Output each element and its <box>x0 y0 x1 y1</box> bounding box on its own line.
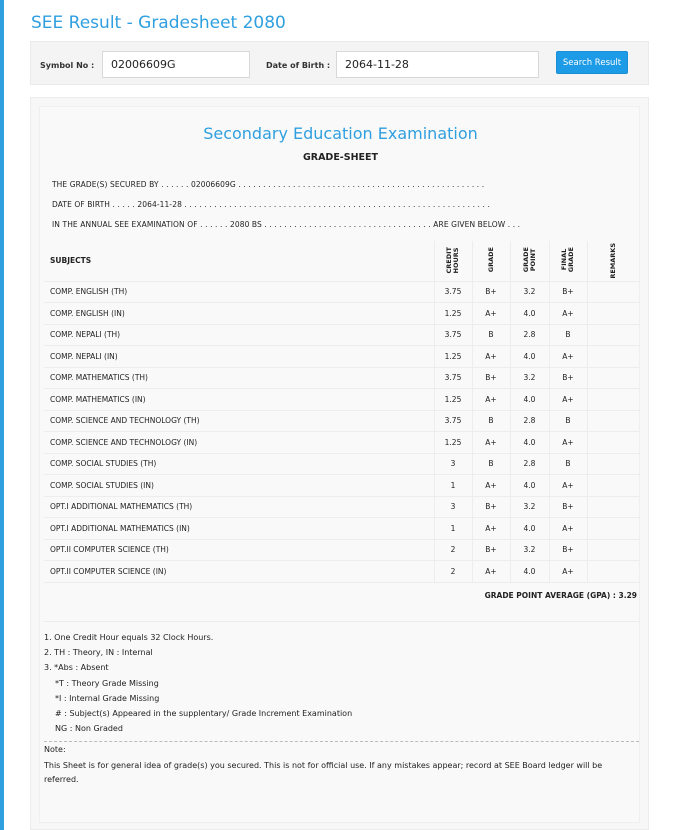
note-item: *T : Theory Grade Missing <box>55 678 159 688</box>
remarks-cell <box>587 389 639 411</box>
credit-hours-cell: 2 <box>434 561 472 583</box>
remarks-cell <box>587 475 639 497</box>
final-grade-cell: B <box>549 324 587 346</box>
final-grade-cell: B <box>549 453 587 475</box>
table-row <box>44 410 639 432</box>
credit-hours-cell: 3.75 <box>434 410 472 432</box>
note-item: 3. *Abs : Absent <box>44 663 109 673</box>
subject-cell: OPT.I ADDITIONAL MATHEMATICS (IN) <box>44 518 434 540</box>
gpa-summary: GRADE POINT AVERAGE (GPA) : 3.29 <box>484 591 637 600</box>
grade-point-cell: 3.2 <box>510 539 549 561</box>
remarks-cell <box>587 432 639 454</box>
table-row <box>44 303 639 325</box>
subject-cell: OPT.II COMPUTER SCIENCE (TH) <box>44 539 434 561</box>
gradesheet-heading: GRADE-SHEET <box>302 152 379 163</box>
page-title: SEE Result - Gradesheet 2080 <box>31 13 286 33</box>
search-form <box>30 41 649 85</box>
subject-cell: COMP. MATHEMATICS (TH) <box>44 367 434 389</box>
final-grade-cell: A+ <box>549 346 587 368</box>
grade-point-cell: 4.0 <box>510 389 549 411</box>
table-row <box>44 539 639 561</box>
grade-point-cell: 3.2 <box>510 281 549 303</box>
grade-cell: A+ <box>472 346 510 368</box>
final-grade-cell: A+ <box>549 389 587 411</box>
gradesheet-container <box>30 97 649 830</box>
credit-hours-cell: 3.75 <box>434 324 472 346</box>
grade-cell: A+ <box>472 475 510 497</box>
remarks-cell <box>587 303 639 325</box>
header-grade: GRADE <box>486 247 495 273</box>
final-grade-cell: B+ <box>549 496 587 518</box>
grade-point-cell: 4.0 <box>510 475 549 497</box>
table-row <box>44 367 639 389</box>
subject-cell: COMP. SOCIAL STUDIES (IN) <box>44 475 434 497</box>
note-item: 2. TH : Theory, IN : Internal <box>44 648 153 658</box>
grade-cell: A+ <box>472 303 510 325</box>
subject-cell: COMP. NEPALI (TH) <box>44 324 434 346</box>
grade-point-cell: 4.0 <box>510 346 549 368</box>
grade-point-cell: 2.8 <box>510 453 549 475</box>
grade-cell: B <box>472 410 510 432</box>
grade-point-cell: 3.2 <box>510 496 549 518</box>
table-row <box>44 561 639 583</box>
left-accent-bar <box>0 0 4 830</box>
disclaimer-title: Note: <box>44 745 66 754</box>
annual-exam-line: IN THE ANNUAL SEE EXAMINATION OF . . . . . . 2080 BS . . . . . . . . . . . . . . . . . . . . . . . . . . . . . . . . . . ARE GIVEN BELOW . . . <box>52 220 521 229</box>
table-row <box>44 518 639 540</box>
exam-title: Secondary Education Examination <box>203 124 478 143</box>
dob-line: DATE OF BIRTH . . . . . 2064-11-28 . . . . . . . . . . . . . . . . . . . . . . . . . . . . . . . . . . . . . . . . . . . . . . . . . . . . . . . . . . . . . . <box>52 200 490 209</box>
subject-cell: OPT.I ADDITIONAL MATHEMATICS (TH) <box>44 496 434 518</box>
subject-cell: COMP. SOCIAL STUDIES (TH) <box>44 453 434 475</box>
final-grade-cell: B+ <box>549 281 587 303</box>
header-remarks: REMARKS <box>608 243 617 279</box>
credit-hours-cell: 1 <box>434 475 472 497</box>
final-grade-cell: B <box>549 410 587 432</box>
remarks-cell <box>587 367 639 389</box>
grade-cell: B+ <box>472 281 510 303</box>
table-row <box>44 324 639 346</box>
remarks-cell <box>587 453 639 475</box>
grade-point-cell: 3.2 <box>510 367 549 389</box>
remarks-cell <box>587 496 639 518</box>
remarks-cell <box>587 346 639 368</box>
grades-table <box>44 241 639 583</box>
remarks-cell <box>587 324 639 346</box>
grade-cell: B+ <box>472 496 510 518</box>
header-credit-hours: CREDIT HOURS <box>445 246 460 274</box>
final-grade-cell: A+ <box>549 432 587 454</box>
secured-by-line: THE GRADE(S) SECURED BY . . . . . . 02006609G . . . . . . . . . . . . . . . . . . . . . . . . . . . . . . . . . . . . . . . . . . . . . . . . . . <box>52 180 485 189</box>
credit-hours-cell: 3 <box>434 453 472 475</box>
credit-hours-cell: 3.75 <box>434 367 472 389</box>
table-row <box>44 281 639 303</box>
grade-point-cell: 4.0 <box>510 561 549 583</box>
header-grade-point: GRADE POINT <box>521 247 537 273</box>
grade-cell: B+ <box>472 367 510 389</box>
grade-point-cell: 2.8 <box>510 324 549 346</box>
subject-cell: COMP. NEPALI (IN) <box>44 346 434 368</box>
grade-cell: B+ <box>472 539 510 561</box>
subject-cell: OPT.II COMPUTER SCIENCE (IN) <box>44 561 434 583</box>
note-item: NG : Non Graded <box>55 724 123 734</box>
symbol-label: Symbol No : <box>40 61 95 70</box>
final-grade-cell: B+ <box>549 539 587 561</box>
grade-point-cell: 4.0 <box>510 432 549 454</box>
grade-point-cell: 2.8 <box>510 410 549 432</box>
note-item: 1. One Credit Hour equals 32 Clock Hours. <box>44 633 214 642</box>
grade-cell: A+ <box>472 518 510 540</box>
subject-cell: COMP. SCIENCE AND TECHNOLOGY (IN) <box>44 432 434 454</box>
table-row <box>44 453 639 475</box>
symbol-input[interactable]: 02006609G <box>102 51 250 78</box>
dob-input[interactable]: 2064-11-28 <box>336 51 539 78</box>
final-grade-cell: A+ <box>549 561 587 583</box>
table-row <box>44 475 639 497</box>
grade-cell: A+ <box>472 389 510 411</box>
final-grade-cell: A+ <box>549 303 587 325</box>
header-final-grade: FINAL GRADE <box>560 247 575 273</box>
note-item: *I : Internal Grade Missing <box>55 693 160 703</box>
credit-hours-cell: 2 <box>434 539 472 561</box>
credit-hours-cell: 3.75 <box>434 281 472 303</box>
credit-hours-cell: 1 <box>434 518 472 540</box>
final-grade-cell: A+ <box>549 518 587 540</box>
credit-hours-cell: 1.25 <box>434 303 472 325</box>
final-grade-cell: A+ <box>549 475 587 497</box>
note-item: # : Subject(s) Appeared in the supplentary/ Grade Increment Examination <box>55 708 353 718</box>
disclaimer-text: This Sheet is for general idea of grade(s) you secured. This is not for official use. If any mistakes appear; record at SEE Board ledger will be referred. <box>44 761 603 784</box>
credit-hours-cell: 1.25 <box>434 346 472 368</box>
grade-cell: A+ <box>472 432 510 454</box>
table-row <box>44 496 639 518</box>
subject-cell: COMP. ENGLISH (IN) <box>44 303 434 325</box>
grade-point-cell: 4.0 <box>510 518 549 540</box>
header-subjects: SUBJECTS <box>44 241 434 281</box>
subject-cell: COMP. SCIENCE AND TECHNOLOGY (TH) <box>44 410 434 432</box>
grade-point-cell: 4.0 <box>510 303 549 325</box>
credit-hours-cell: 1.25 <box>434 389 472 411</box>
remarks-cell <box>587 281 639 303</box>
gradesheet <box>39 106 640 823</box>
table-row <box>44 432 639 454</box>
remarks-cell <box>587 518 639 540</box>
table-row <box>44 389 639 411</box>
remarks-cell <box>587 539 639 561</box>
table-header-row <box>44 241 639 281</box>
credit-hours-cell: 1.25 <box>434 432 472 454</box>
table-row <box>44 346 639 368</box>
grade-cell: B <box>472 453 510 475</box>
final-grade-cell: B+ <box>549 367 587 389</box>
search-result-button[interactable]: Search Result <box>556 51 628 74</box>
credit-hours-cell: 3 <box>434 496 472 518</box>
notes-list <box>44 621 639 736</box>
subject-cell: COMP. MATHEMATICS (IN) <box>44 389 434 411</box>
remarks-cell <box>587 561 639 583</box>
subject-cell: COMP. ENGLISH (TH) <box>44 281 434 303</box>
dob-label: Date of Birth : <box>266 61 331 70</box>
remarks-cell <box>587 410 639 432</box>
grade-cell: A+ <box>472 561 510 583</box>
note-divider <box>44 741 639 742</box>
grade-cell: B <box>472 324 510 346</box>
